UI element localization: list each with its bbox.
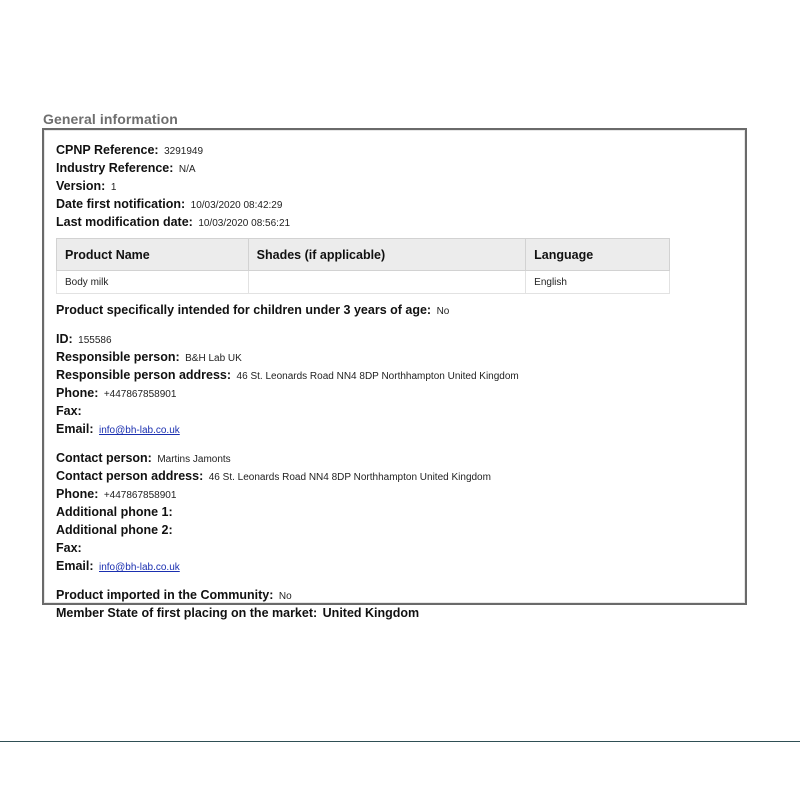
contact-fax-label: Fax: [56, 541, 82, 555]
industry-reference-row [56, 160, 736, 178]
header-shades: Shades (if applicable) [248, 239, 526, 271]
responsible-email-label: Email: [56, 422, 94, 436]
additional-phone-1-label: Additional phone 1: [56, 505, 173, 519]
responsible-phone-row [56, 385, 736, 403]
cpnp-reference-value: 3291949 [164, 146, 204, 157]
cell-shades [248, 271, 526, 294]
responsible-fax-label: Fax: [56, 404, 82, 418]
last-modification-date-label: Last modification date: [56, 215, 193, 229]
responsible-phone-label: Phone: [56, 386, 99, 400]
industry-reference-value: N/A [178, 164, 196, 175]
responsible-address-value: 46 St. Leonards Road NN4 8DP Northhampton United Kingdom [236, 371, 519, 382]
responsible-phone-value: +447867858901 [103, 389, 177, 400]
responsible-email-link[interactable]: info@bh-lab.co.uk [99, 425, 180, 436]
industry-reference-label: Industry Reference: [56, 161, 174, 175]
additional-phone-2-label: Additional phone 2: [56, 523, 173, 537]
responsible-id-value: 155586 [78, 335, 112, 346]
contact-email-label: Email: [56, 559, 94, 573]
date-first-notification-row [56, 196, 736, 214]
imported-row [56, 587, 736, 605]
member-state-value: United Kingdom [322, 606, 420, 620]
version-value: 1 [110, 182, 117, 193]
children-label: Product specifically intended for children under 3 years of age: [56, 303, 432, 317]
imported-label: Product imported in the Community: [56, 588, 274, 602]
responsible-person-value: B&H Lab UK [185, 353, 242, 364]
contact-person-label: Contact person: [56, 451, 152, 465]
contact-phone-row [56, 486, 736, 504]
contact-address-label: Contact person address: [56, 469, 204, 483]
cell-language: English [526, 271, 670, 294]
last-modification-date-row [56, 214, 736, 232]
responsible-id-label: ID: [56, 332, 73, 346]
header-product-name: Product Name [57, 239, 249, 271]
children-value: No [436, 306, 450, 317]
version-label: Version: [56, 179, 106, 193]
responsible-address-row [56, 367, 736, 385]
cell-product-name: Body milk [57, 271, 249, 294]
table-row [57, 271, 670, 294]
contact-person-value: Martins Jamonts [157, 454, 231, 465]
responsible-person-row [56, 349, 736, 367]
product-table-header-row [57, 239, 670, 271]
responsible-email-row [56, 421, 736, 439]
panel-content [56, 142, 736, 621]
version-row [56, 178, 736, 196]
date-first-notification-value: 10/03/2020 08:42:29 [190, 200, 283, 211]
responsible-address-label: Responsible person address: [56, 368, 232, 382]
product-table [56, 238, 670, 294]
section-title: General information [43, 111, 178, 127]
contact-fax-row [56, 540, 736, 558]
children-row [56, 302, 736, 320]
contact-email-link[interactable]: info@bh-lab.co.uk [99, 562, 180, 573]
contact-address-value: 46 St. Leonards Road NN4 8DP Northhampton United Kingdom [208, 472, 491, 483]
contact-email-row [56, 558, 736, 576]
imported-value: No [278, 591, 292, 602]
cpnp-reference-row [56, 142, 736, 160]
contact-phone-label: Phone: [56, 487, 99, 501]
date-first-notification-label: Date first notification: [56, 197, 186, 211]
last-modification-date-value: 10/03/2020 08:56:21 [198, 218, 291, 229]
contact-person-row [56, 450, 736, 468]
contact-address-row [56, 468, 736, 486]
general-information-panel [42, 128, 747, 620]
additional-phone-2-row [56, 522, 736, 540]
member-state-label: Member State of first placing on the market: [56, 606, 318, 620]
bottom-divider [0, 741, 800, 742]
responsible-person-label: Responsible person: [56, 350, 180, 364]
member-state-row [56, 605, 736, 621]
responsible-id-row [56, 331, 736, 349]
cpnp-reference-label: CPNP Reference: [56, 143, 159, 157]
responsible-fax-row [56, 403, 736, 421]
header-language: Language [526, 239, 670, 271]
contact-phone-value: +447867858901 [103, 490, 177, 501]
additional-phone-1-row [56, 504, 736, 522]
